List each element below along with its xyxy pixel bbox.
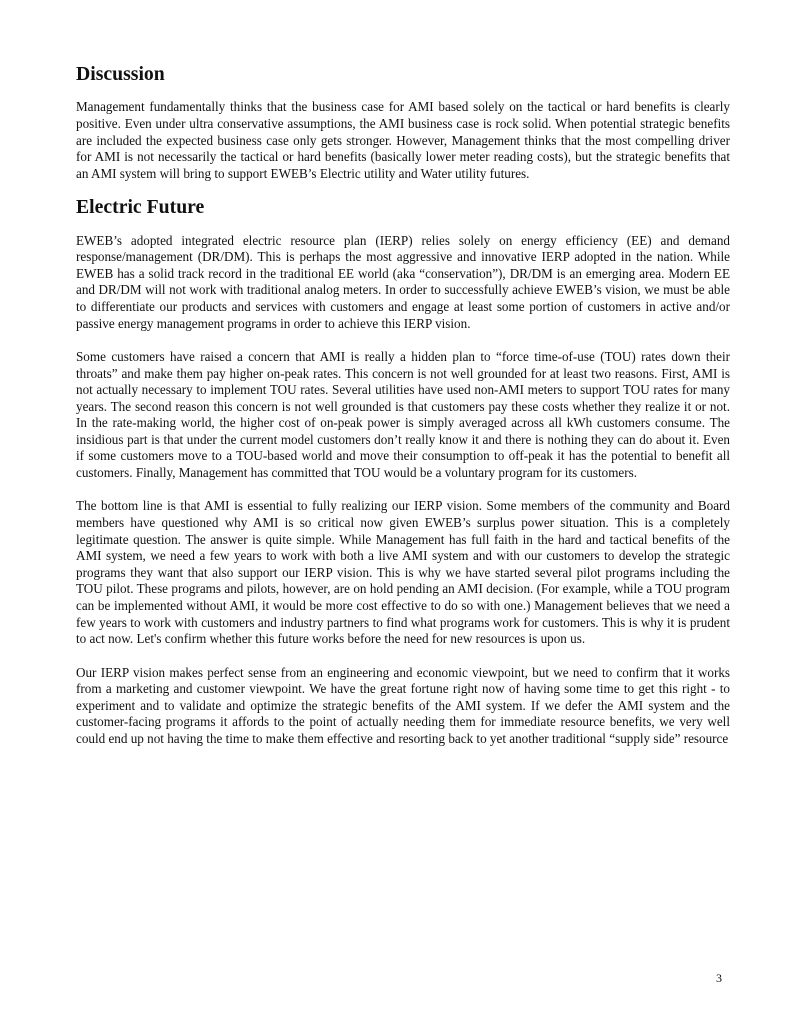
electric-future-paragraph-4: Our IERP vision makes perfect sense from an engineering and economic viewpoint, but we need to confirm that it works from a marketing and customer viewpoint. We have the great fortune right now of having some time to get this right - to experiment and to validate and optimize the strategic benefits of the AMI system. If we defer the AMI system and the customer-facing programs it affords to the point of actually needing them for immediate resource benefits, we very well could end up not having the time to make them effective and resorting back to yet another traditional “supply side” resource [76,664,730,746]
section-heading-electric-future: Electric Future [76,196,205,219]
document-page [76,63,730,748]
page-number: 3 [716,971,722,985]
discussion-paragraph-1: Management fundamentally thinks that the business case for AMI based solely on the tactical or hard benefits is clearly positive. Even under ultra conservative assumptions, the AMI business case is rock solid. When potential strategic benefits are included the expected business case only gets stronger. However, Management thinks that the most compelling driver for AMI is not necessarily the tactical or hard benefits (basically lower meter reading costs), but the strategic benefits that an AMI system will bring to support EWEB’s Electric utility and Water utility futures. [76,99,730,181]
electric-future-paragraph-3: The bottom line is that AMI is essential to fully realizing our IERP vision. Some members of the community and Board members have questioned why AMI is so critical now given EWEB’s surplus power situation. This is a completely legitimate question. The answer is quite simple. While Management has full faith in the hard and tactical benefits of the AMI system, we need a few years to work with both a live AMI system and with our customers to develop the strategic programs they want that also support our IERP vision. This is why we have started several pilot programs including the TOU pilot. These programs and pilots, however, are on hold pending an AMI decision. (For example, while a TOU program can be implemented without AMI, it would be more cost effective to do so with one.) Management believes that we need a few years to work with customers and industry partners to find what programs work for customers. This is why it is prudent to act now. Let's confirm whether this future works before the need for new resources is upon us. [76,498,730,647]
section-heading-discussion: Discussion [76,63,165,85]
electric-future-paragraph-2: Some customers have raised a concern that AMI is really a hidden plan to “force time-of-use (TOU) rates down their throats” and make them pay higher on-peak rates. This concern is not well grounded for at least two reasons. First, AMI is not actually necessary to implement TOU rates. Several utilities have used non-AMI meters to support TOU rates for many years. The second reason this concern is not well grounded is that customers pay these costs whether they realize it or not. In the rate-making world, the higher cost of on-peak power is simply averaged across all kWh customers consume. The insidious part is that under the current model customers don’t really know it and there is nothing they can do about it. Even if some customers move to a TOU-based world and move their consumption to off-peak it has the potential to benefit all customers. Finally, Management has committed that TOU would be a voluntary program for its customers. [76,348,730,481]
electric-future-paragraph-1: EWEB’s adopted integrated electric resource plan (IERP) relies solely on energy efficiency (EE) and demand response/management (DR/DM). This is perhaps the most aggressive and innovative IERP adopted in the nation. While EWEB has a solid track record in the traditional EE world (aka “conservation”), DR/DM is an emerging area. Modern EE and DR/DM will not work with traditional analog meters. In order to successfully achieve EWEB’s vision, we must be able to differentiate our products and services with customers and engage at least some portion of customers in active and/or passive energy management programs in order to achieve this IERP vision. [76,232,730,331]
